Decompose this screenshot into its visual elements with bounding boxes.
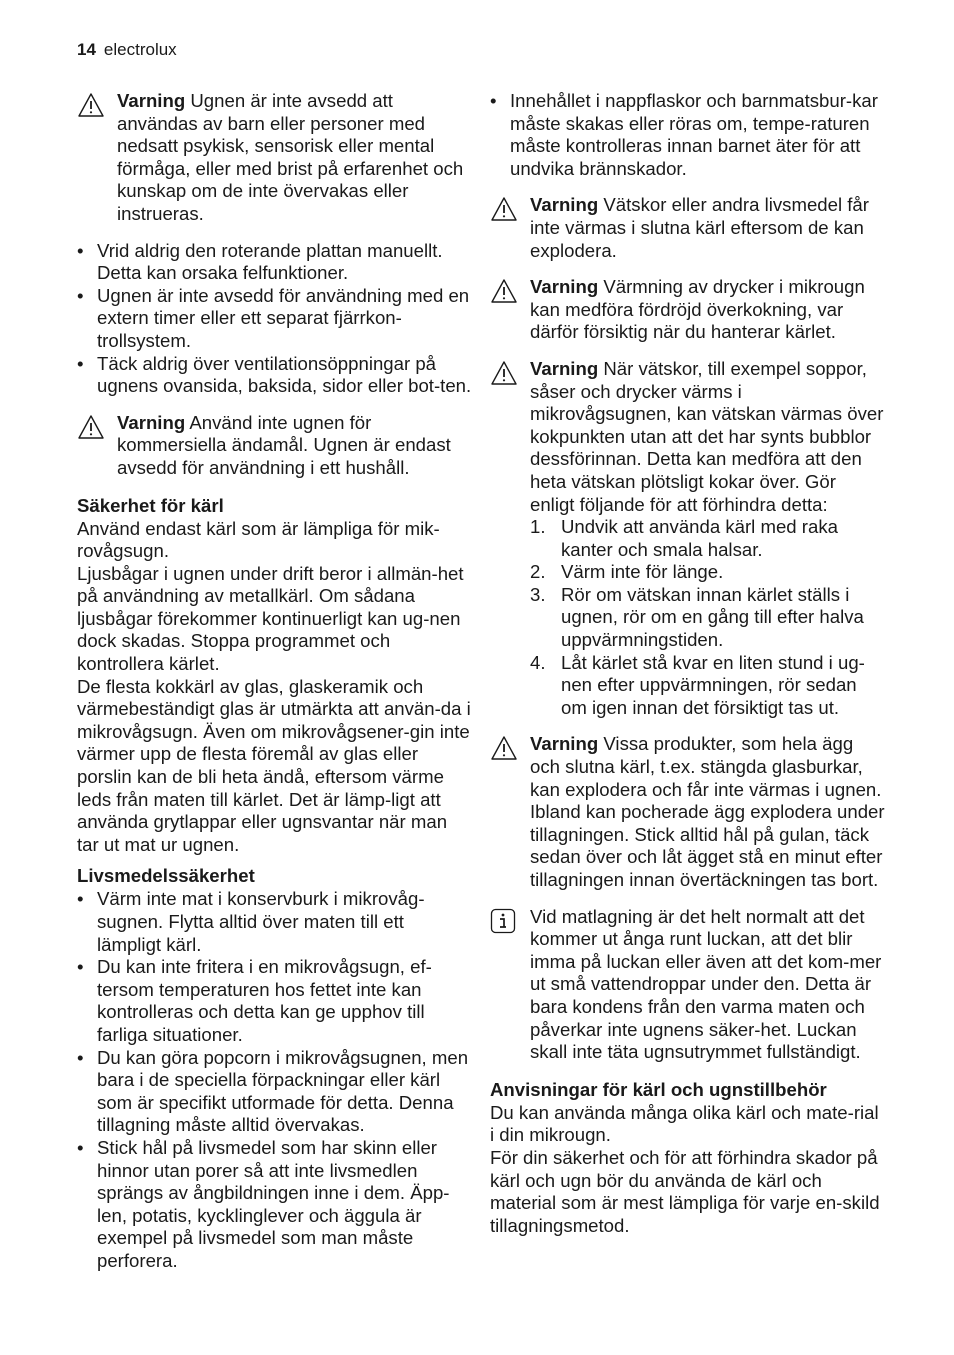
numbered-list [530,516,885,719]
warning-keyword: Varning [117,411,186,433]
page-header [77,40,177,60]
paragraph: Ljusbågar i ugnen under drift beror i allmän-het på användning av metallkärl. Om sådana ljusbågar förekommer kontinuerligt kan ug-nen dock skadas. Stoppa programmet och kontrollera kärlet. [77,562,464,675]
warning-triangle-icon [490,194,530,222]
warning-keyword: Varning [530,357,599,379]
warning-keyword: Varning [117,90,186,111]
list-item [530,584,885,652]
warning-keyword: Varning [530,276,599,298]
left-column [77,90,472,1287]
bullet-list [490,90,885,180]
section-cookware-instructions [490,1078,885,1238]
warning-notice [490,194,885,262]
warning-triangle-icon [490,733,530,761]
warning-text: Ugnen är inte avsedd att användas av barn eller personer med nedsatt psykisk, sensorisk eller mental förmåga, eller med brist på erfarenhet och kunskap om de inte övervakas eller instrueras. [117,90,464,224]
warning-notice [77,90,472,226]
warning-triangle-icon [490,276,530,304]
bullet-list [77,240,472,398]
warning-triangle-icon [490,358,530,386]
step-text: Låt kärlet stå kvar en liten stund i ug-nen efter uppvärmningen, rör sedan om igen innan det försiktigt tas ut. [561,651,865,718]
warning-text: Vätskor eller andra livsmedel får inte värmas i slutna kärl eftersom de kan explodera. [530,194,869,261]
brand-name: electrolux [103,40,177,59]
warning-notice [490,276,885,344]
warning-keyword: Varning [530,733,599,755]
section-heading: Säkerhet för kärl [77,494,224,516]
bullet-list [77,888,472,1272]
list-item: • Innehållet i nappflaskor och barnmatsbur-kar måste skakas eller röras om, tempe-raturen måste kontrolleras innan barnet äter för att undvika brännskador. [490,90,885,180]
warning-keyword: Varning [530,194,599,216]
step-text: Undvik att använda kärl med raka kanter och smala halsar. [561,516,838,560]
info-text: Vid matlagning är det helt normalt att det kommer ut ånga runt luckan, att det blir imma på luckan eller även att det kom-mer ut små vattendroppar under den. Detta är bara kondens från den varma maten och påverkar inte ugnens säker-het. Luckan skall inte täta ugnsutrymmet fullständigt. [530,905,882,1063]
warning-text: Använd inte ugnen för kommersiella ändamål. Ugnen är endast avsedd för användning i ett hushåll. [117,411,451,478]
list-item: • Stick hål på livsmedel som har skinn eller hinnor utan porer så att inte livsmedlen sprängs av ångbildningen inne i dem. Äpp-len, potatis, kycklinglever och äggula är exempel på livsmedel som man måste perforera. [77,1137,472,1273]
info-notice [490,906,885,1064]
step-number: 4. [530,651,546,673]
section-heading: Anvisningar för kärl och ugnstillbehör [490,1078,827,1100]
warning-text: Vissa produkter, som hela ägg och slutna kärl, t.ex. stängda glasburkar, kan explodera och får inte värmas i ugnen. Ibland kan pocherade ägg explodera under tillagningen. Stick alltid hål på gulan, täck sedan över och låt ägget stå en minut efter tillagningen innan övertäckningen tas bort. [530,733,885,890]
paragraph: För din säkerhet och för att förhindra skador på kärl och ugn bör du använda de kärl och material som är mest lämpliga för varje en-skild tillagningsmetod. [490,1146,880,1236]
list-item [530,652,885,720]
step-number: 1. [530,516,546,538]
section-heading: Livsmedelssäkerhet [77,865,255,887]
step-text: Rör om vätskan innan kärlet ställs i ugnen, rör om en gång till efter halva uppvärmningstiden. [561,583,864,651]
page-number: 14 [77,40,96,59]
warning-text: När vätskor, till exempel soppor, såser och drycker värms i mikrovågsugnen, kan vätskan värmas över kokpunkten utan att det har synts bubblor dessförinnan. Detta kan medföra att den heta vätskan plötsligt kokar över. Gör enligt följande för att förhindra detta: [530,357,884,515]
paragraph: Använd endast kärl som är lämpliga för mik-rovågsugn. [77,517,440,562]
info-icon [490,906,530,934]
step-number: 3. [530,583,546,605]
step-number: 2. [530,561,546,583]
list-item: • Vrid aldrig den roterande plattan manuellt. Detta kan orsaka felfunktioner. [77,240,472,285]
section-kitchenware-safety [77,494,472,857]
warning-notice [77,412,472,480]
warning-triangle-icon [77,90,117,118]
step-text: Värm inte för länge. [561,561,724,583]
section-food-safety [77,864,472,1272]
list-item [530,561,885,584]
list-item: • Du kan inte fritera i en mikrovågsugn, ef-tersom temperaturen hos fettet inte kan kontrolleras och detta kan ge upphov till farliga situationer. [77,956,472,1046]
paragraph: Du kan använda många olika kärl och mate-rial i din mikrougn. [490,1101,879,1146]
right-column [490,90,885,1237]
warning-notice [490,733,885,891]
warning-triangle-icon [77,412,117,440]
list-item: • Du kan göra popcorn i mikrovågsugnen, men bara i de speciella förpackningar eller kärl som är specifikt utformade för detta. Denna tillagning måste alltid övervakas. [77,1047,472,1137]
warning-notice [490,358,885,720]
list-item: • Ugnen är inte avsedd för användning med en extern timer eller ett separat fjärrkon-trollsystem. [77,285,472,353]
warning-text: Värmning av drycker i mikrougn kan medföra fördröjd överkokning, var därför försiktig när du hanterar kärlet. [530,276,865,343]
list-item: • Täck aldrig över ventilationsöppningar på ugnens ovansida, baksida, sidor eller bot-ten. [77,353,472,398]
paragraph: De flesta kokkärl av glas, glaskeramik och värmebeständigt glas är utmärkta att använ-da i mikrovågsugn. Även om mikrovågsener-gin inte värmer upp de flesta föremål av glas eller porslin kan de bli heta ändå, eftersom värme leds från maten till kärlet. Det är lämp-ligt att använda grytlappar eller ugnsvantar när man tar ut mat ur ugnen. [77,675,471,855]
list-item [530,516,885,561]
list-item: • Värm inte mat i konservburk i mikrovåg-sugnen. Flytta alltid över maten till ett lämpligt kärl. [77,888,472,956]
